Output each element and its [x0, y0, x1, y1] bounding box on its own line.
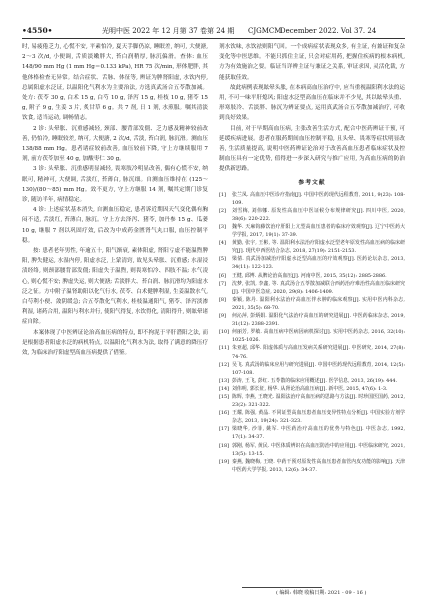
references-heading: 参考文献: [298, 179, 326, 186]
reference-item: [219, 458, 405, 474]
reference-item: [219, 280, 405, 296]
reference-number: [19]: [219, 458, 230, 465]
footer-rule: [242, 587, 322, 588]
reference-text: 吴飞. 真武汤的临床应用与研究进展[J]. 中国中医药现代远程教育, 2014, 12(5): 107-108.: [232, 361, 405, 376]
reference-number: [13]: [219, 377, 230, 384]
reference-number: [18]: [219, 442, 230, 449]
reference-number: [4]: [219, 240, 226, 247]
reference-text: 王健, 邱博. 从脾论治高血压[J]. 河南中医, 2015, 35(12): 2885-2886.: [232, 272, 387, 279]
reference-text: 陈辉, 李燕, 王晓光. 温阳法治疗高血压病的思路与方法[J]. 时珍国医国药, 2012, 23(2): 321-322.: [232, 393, 405, 409]
reference-number: [11]: [219, 345, 230, 352]
reference-number: [7]: [219, 280, 226, 287]
reference-item: [219, 296, 405, 312]
body-paragraph: 本案体现了中医辨证论治高血压病的特点, 即不拘泥于平肝潜阳之法, 而是根据患者阳虚水泛的病机特点, 以温阳化气利水为法, 取得了满意的降压疗效, 为临床治疗阳虚型高血压病提供了借鉴。: [22, 329, 208, 357]
reference-number: [6]: [219, 272, 226, 279]
body-paragraph: 故此病例表现眩晕头胀, 在本病高血压治疗中, 应当重视温阳利水法的运用, 不可一味平肝熄风; 阳虚水泛型高血压在临床并不少见, 其以眩晕头重、形寒肢冷、舌淡胖、脉沉为辨证要点, 运用真武汤合五苓散加减治疗, 可收到良好效果。: [219, 84, 405, 122]
reference-text: 刘伟明, 郭长征, 杨华. 从肾论治高血压病[J]. 新中医, 2015, 47(6): 1-3.: [232, 385, 388, 392]
reference-item: [219, 312, 405, 328]
reference-item: [219, 223, 405, 239]
right-column: [219, 42, 405, 474]
reference-number: [16]: [219, 410, 230, 417]
reference-item: [219, 361, 405, 377]
reference-text: 何丽芳, 罗敏. 高血压病中医病因病机探讨[J]. 实用中医药杂志, 2016, 32(10): 1025-1026.: [232, 329, 405, 344]
reference-number: [10]: [219, 329, 230, 336]
journal-issue-date: December 2022. Vol 37. 24: [280, 27, 377, 35]
reference-item: [219, 393, 405, 409]
reference-number: [17]: [219, 426, 230, 433]
reference-item: [219, 377, 405, 385]
editor-note: ( 编辑: 韩晓 收稿日期: 2021 - 09 - 16 ): [276, 590, 367, 596]
reference-number: [2]: [219, 207, 226, 214]
body-paragraph: 剂水饮味, 水饮祛则阳气回。一个成病症状表现众多, 有主证, 有兼证和复杂变化等中医思维。不能只抓住主证, 只会对症用药, 把握住疾病的根本病机, 方为有效施治之要。临证当详辨主证与兼证之关系, 审证求因, 灵活化裁, 方能获取佳效。: [219, 44, 405, 81]
reference-text: 秦颖, 陈丹. 温阳利水法治疗高血压伴水肿的临床观察[J]. 实用中医内科杂志, 2021, 35(5): 68-70.: [232, 296, 405, 311]
reference-list: [219, 191, 405, 474]
reference-number: [1]: [219, 191, 226, 198]
reference-item: [219, 425, 405, 441]
body-paragraph: 2 诊: 头晕胀、沉重感减轻, 颈部、腰背部发僵、乏力感及精神较前改善, 仍怕冷, 睡眠较差, 纳可, 大便溏, 2 次/d, 舌淡, 苔白润, 脉沉滑。测血压 138/88 mm Hg。患者诸症较前改善, 血压较前下降, 守上方继续服用 7 剂, 前方茯苓加至 40 g, 加酸枣仁 30 g。: [22, 125, 208, 163]
reference-number: [5]: [219, 256, 226, 263]
reference-item: [219, 344, 405, 360]
page-number: •4550•: [22, 26, 53, 35]
reference-item: [219, 409, 405, 425]
reference-text: 王耀, 陈强, 黄晶. 不同证型高血压患者血压变异性特点分析[J]. 中国实验方剂学杂志, 2013, 19(24): 321-323.: [232, 410, 405, 425]
right-body-text: [219, 42, 405, 175]
reference-text: 魏华. 天麻钩藤饮治疗肝阳上亢型高血压患者的临床疗效观察[J]. 辽宁中医药大学学报, 2017, 19(1): 37-39.: [232, 224, 405, 239]
reference-text: 彭涛, 王飞, 彭红. 五苓散的临床应用概述[J]. 医学信息, 2013, 26(19): 444.: [232, 377, 398, 384]
reference-text: 黄勤, 张宇, 王彬, 等. 温阳利水法治疗阳虚水泛型老年原发性高血压病的临床研究[J]. 现代中西医结合杂志, 2018, 27(19): 2151-2153.: [232, 240, 405, 255]
reference-item: [219, 272, 405, 280]
reference-text: 梁倩. 真武汤加减治疗阳虚水泛型高血压的疗效观察[J]. 医药论坛杂志, 2013, 34(11): 122-123.: [232, 256, 405, 271]
reference-number: [14]: [219, 385, 230, 392]
reference-text: 张兰凤. 高血压中医诊疗指南[J]. 中国中医药现代远程教育, 2011, 9(23): 108-109.: [232, 191, 405, 206]
body-paragraph: 4 诊: 上述症状基本消失, 自测血压稳定, 患者诉近期因天气变化偶有胸闷不适, 舌淡红, 苔薄白, 脉沉。守上方去泽泻、猪苓, 加丹参 15 g、瓜蒌 10 g, 继服 7 剂以巩固疗效, 后改为中成药金匮肾气丸口服, 血压控制平稳。: [22, 207, 208, 244]
reference-number: [15]: [219, 393, 230, 400]
running-header: [22, 25, 405, 37]
body-paragraph: 目前, 对于早期高血压病, 主张改善生活方式, 配合中医药辨证干预, 可延缓疾病进展。患者在服药期间血压控制平稳, 且头晕、畏寒等症状明显改善, 生活质量提高, 说明中医药辨证论治对于改善高血压患者临床症状及控制血压具有一定优势, 值得进一步深入研究与推广应用, 为高血压病的防治提供新思路。: [219, 125, 405, 173]
reference-text: 郭刚, 杨军, 黄民. 中医体质辨识在高血压防治中的应用[J]. 中医临床研究, 2021, 13(5): 13-15.: [232, 442, 405, 457]
reference-text: 沈梦, 张凯, 李鑫, 等. 真武汤合五苓散加减联合西药治疗难治性高血压临床研究[J]. 中国中医急症, 2020, 29(8): 1406-1409.: [232, 280, 405, 295]
reference-item: [219, 207, 405, 223]
body-paragraph: 时, 易疲倦乏力, 心慌不安, 平素怕冷, 夏天手脚仍凉, 睡眠差, 纳可, 大便溏, 2～3 次/d, 小便调, 舌质淡嫩胖大, 苔白润稍厚, 脉沉偏滑。查体: 血压 148/90 mm Hg (1 mm Hg＝0.133 kPa), HR 75 次/min, 形体肥胖, 其他体格检查无异常。结合症状、舌脉、体征等, 辨证为脾肾阳虚, 水饮内停, 总属阳虚水泛证, 以温阳化气利水为主要治法, 方选真武汤合五苓散加减。处方: 茯苓 30 g, 白术 15 g, 白芍 10 g, 泽泻 15 g, 桂枝 10 g, 猪苓 15 g, 附子 9 g, 生姜 3 片, 炙甘草 6 g。共 7 剂, 日 1 剂, 水煎服。嘱其清淡饮食, 适当运动, 调畅情志。: [22, 44, 208, 122]
reference-text: 刘雪梅, 刘伟娜. 原发性高血压中医证候分布规律研究[J]. 四川中医, 2020, 38(6): 220-222.: [232, 207, 405, 222]
reference-text: 朱亚超, 邱华. 阳虚体质与高血压发病关系研究进展[J]. 中医研究, 2014, 27(8): 74-76.: [232, 345, 405, 360]
reference-text: 何沁萍, 彭炳娟. 温阳化气法治疗高血压的研究进展[J]. 中医药临床杂志, 2019, 31(12): 2388-2391.: [232, 313, 405, 328]
reference-text: 梁晓华, 沙菲, 姚军. 中医药治疗高血压的优势与特色[J]. 中医杂志, 1992, 17(1): 34-37.: [232, 426, 405, 441]
reference-item: [219, 191, 405, 207]
reference-text: 秦燕, 魏晓梅, 王晓. 中药干预对原发性高血压患者血管内皮功能的影响[J]. 天津中医药大学学报, 2013, 12(6): 34-37.: [232, 458, 405, 473]
journal-name: 光明中医 2022 年 12 月第 37 卷第 24 期: [102, 27, 235, 35]
reference-number: [12]: [219, 361, 230, 368]
left-column: [22, 42, 208, 358]
reference-number: [3]: [219, 224, 226, 231]
reference-number: [8]: [219, 296, 226, 303]
header-rule: [22, 38, 405, 39]
body-paragraph: 按: 患者老年男性, 年逾五十, 阳气渐衰, 素体阳虚, 肾阳亏虚不能温煦脾阳, 脾失健运, 水湿内停, 阳虚水泛, 上蒙清窍, 故见头晕胀、沉重感; 水湿浸渍经络, 则颈部腰背部发僵; 阳虚失于温煦, 则畏寒怕冷、四肢不温; 水气凌心, 则心慌不安; 脾虚失运, 则大便溏; 舌淡胖大、苔白润、脉沉滑均为阳虚水泛之征。方中附子温肾助阳以化气行水, 茯苓、白术健脾利湿, 生姜温散水气, 白芍利小便、敛阴缓急; 合五苓散化气利水, 桂枝温通阳气, 猪苓、泽泻淡渗利湿, 诸药合用, 温阳与利水并行, 使阳气得复, 水饮得化, 清阳得升, 则眩晕诸症自除。: [22, 248, 208, 326]
reference-item: [219, 385, 405, 393]
reference-item: [219, 255, 405, 271]
journal-abbreviation: CJGMCM: [248, 27, 282, 35]
body-paragraph: 3 诊: 头晕胀、沉重感明显减轻, 畏寒肢冷明显改善, 偶有心慌不安, 纳眠可, 精神可, 大便调, 舌淡红, 苔薄白, 脉沉细。自测血压维持在 (125～130)/(80～85) mm Hg。效不更方, 守上方继服 14 剂, 嘱其定期门诊复诊, 随访半年, 病情稳定。: [22, 166, 208, 204]
reference-item: [219, 239, 405, 255]
reference-number: [9]: [219, 313, 226, 320]
reference-item: [219, 442, 405, 458]
reference-item: [219, 328, 405, 344]
